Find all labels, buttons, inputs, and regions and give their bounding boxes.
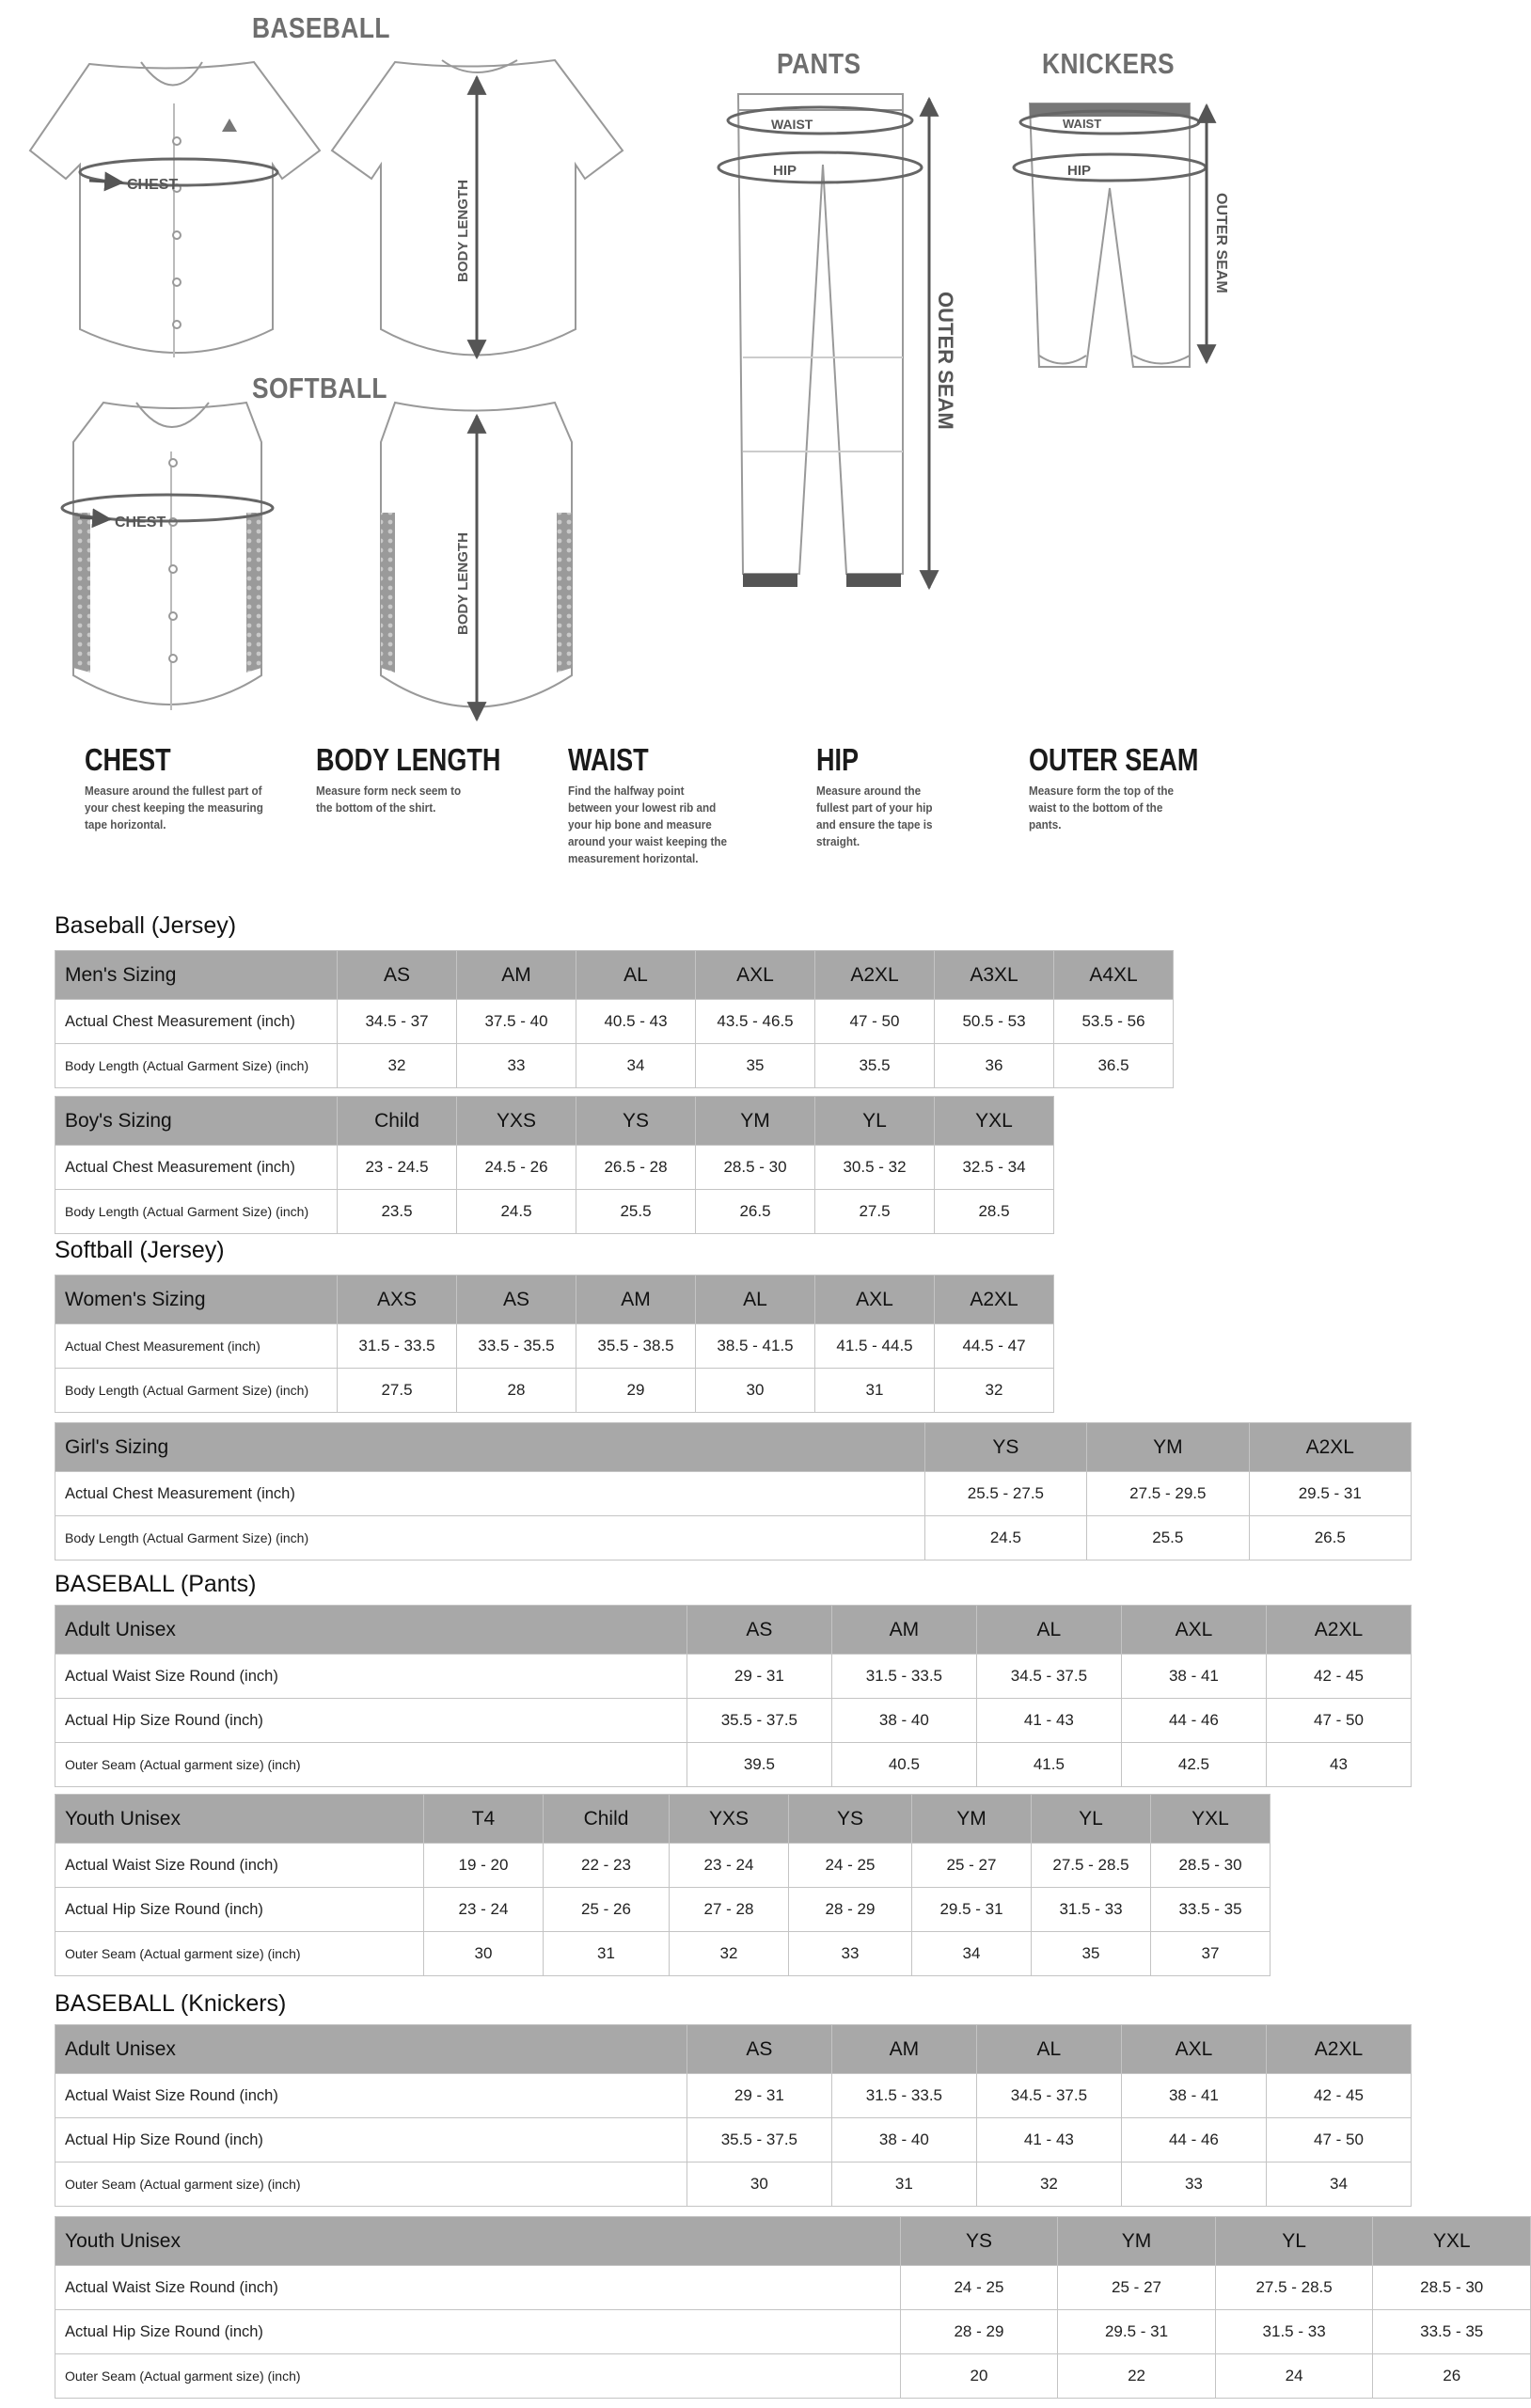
table-cell: 27.5 <box>338 1369 457 1413</box>
table-cell: 31.5 - 33 <box>1215 2310 1373 2354</box>
size-header: A2XL <box>935 1275 1054 1324</box>
table-cell: 29.5 - 31 <box>912 1888 1032 1932</box>
body-length-label-softball: BODY LENGTH <box>455 532 471 635</box>
girls-sizing-table <box>55 1422 1412 1560</box>
chest-label-softball: CHEST <box>115 515 166 531</box>
table-cell: 26 <box>1373 2354 1531 2399</box>
guide-title: OUTER SEAM <box>1029 742 1199 777</box>
size-header: YM <box>1087 1423 1249 1472</box>
size-header: YL <box>815 1097 935 1146</box>
size-header: YM <box>912 1795 1032 1844</box>
table-cell: 29 <box>576 1369 696 1413</box>
table-cell: 28.5 <box>935 1190 1054 1234</box>
table-cell: 38 - 40 <box>831 1699 976 1743</box>
table-cell: 31 <box>544 1932 670 1976</box>
table-cell: 41 - 43 <box>976 2118 1121 2162</box>
pants-youth-table <box>55 1794 1271 1976</box>
table-cell: 24 - 25 <box>789 1844 912 1888</box>
size-header: A4XL <box>1054 951 1174 1000</box>
table-cell: 35.5 - 37.5 <box>687 1699 831 1743</box>
table-cell: 31 <box>831 2162 976 2207</box>
table-cell: 25.5 <box>576 1190 696 1234</box>
section-title-baseball-pants: BASEBALL (Pants) <box>55 1571 257 1597</box>
table-cell: 38 - 41 <box>1121 1655 1266 1699</box>
table-cell: 26.5 - 28 <box>576 1146 696 1190</box>
table-cell: 22 <box>1058 2354 1216 2399</box>
table-cell: 33 <box>789 1932 912 1976</box>
table-header-label: Women's Sizing <box>55 1275 338 1324</box>
table-header-label: Adult Unisex <box>55 1606 687 1655</box>
table-row <box>55 2074 1412 2118</box>
size-header: AXL <box>696 951 815 1000</box>
size-header: AM <box>831 2025 976 2074</box>
womens-sizing-table <box>55 1275 1054 1413</box>
table-row <box>55 1000 1174 1044</box>
row-label: Outer Seam (Actual garment size) (inch) <box>55 1932 424 1976</box>
size-header: AS <box>338 951 457 1000</box>
row-label: Actual Hip Size Round (inch) <box>55 1699 687 1743</box>
row-label: Actual Waist Size Round (inch) <box>55 2266 901 2310</box>
table-cell: 31.5 - 33 <box>1032 1888 1151 1932</box>
table-row <box>55 1844 1271 1888</box>
table-cell: 25.5 <box>1087 1516 1249 1560</box>
size-header: YS <box>900 2217 1058 2266</box>
table-cell: 23 - 24 <box>424 1888 544 1932</box>
guide-text: Measure form neck seem to the bottom of the shirt. <box>316 784 462 815</box>
size-header: YM <box>696 1097 815 1146</box>
row-label: Actual Chest Measurement (inch) <box>55 1324 338 1369</box>
table-cell: 34 <box>1266 2162 1411 2207</box>
table-cell: 38 - 41 <box>1121 2074 1266 2118</box>
guide-text: Find the halfway point between your lowest rib and your hip bone and measure around your waist keeping the measurement horizontal. <box>568 784 728 865</box>
row-label: Body Length (Actual Garment Size) (inch) <box>55 1369 338 1413</box>
size-header: AM <box>576 1275 696 1324</box>
table-cell: 29 - 31 <box>687 2074 831 2118</box>
table-cell: 31 <box>815 1369 935 1413</box>
size-header: AXL <box>1121 2025 1266 2074</box>
outer-seam-label-knickers: OUTER SEAM <box>1213 193 1229 293</box>
table-cell: 37.5 - 40 <box>457 1000 576 1044</box>
size-header: AS <box>457 1275 576 1324</box>
table-cell: 27.5 - 28.5 <box>1215 2266 1373 2310</box>
table-cell: 22 - 23 <box>544 1844 670 1888</box>
table-row <box>55 2354 1531 2399</box>
row-label: Actual Chest Measurement (inch) <box>55 1000 338 1044</box>
table-cell: 42.5 <box>1121 1743 1266 1787</box>
outer-seam-label-pants: OUTER SEAM <box>934 292 957 430</box>
row-label: Actual Waist Size Round (inch) <box>55 1844 424 1888</box>
table-cell: 31.5 - 33.5 <box>338 1324 457 1369</box>
size-header: A2XL <box>1266 2025 1411 2074</box>
knickers-youth-table <box>55 2216 1531 2399</box>
table-header-label: Men's Sizing <box>55 951 338 1000</box>
table-cell: 31.5 - 33.5 <box>831 2074 976 2118</box>
table-cell: 47 - 50 <box>1266 2118 1411 2162</box>
section-title-softball-jersey: Softball (Jersey) <box>55 1237 225 1263</box>
table-cell: 27.5 - 29.5 <box>1087 1472 1249 1516</box>
table-cell: 31.5 - 33.5 <box>831 1655 976 1699</box>
size-header: AM <box>831 1606 976 1655</box>
size-header: AS <box>687 1606 831 1655</box>
table-cell: 36 <box>935 1044 1054 1088</box>
table-cell: 33 <box>457 1044 576 1088</box>
hip-label-pants: HIP <box>773 163 797 179</box>
table-cell: 42 - 45 <box>1266 2074 1411 2118</box>
table-cell: 29.5 - 31 <box>1249 1472 1411 1516</box>
table-cell: 38 - 40 <box>831 2118 976 2162</box>
table-cell: 47 - 50 <box>815 1000 935 1044</box>
table-row <box>55 1190 1054 1234</box>
baseball-title: BASEBALL <box>252 11 390 44</box>
guide-outer-seam <box>1029 743 1198 833</box>
size-header: AL <box>696 1275 815 1324</box>
table-cell: 28.5 - 30 <box>696 1146 815 1190</box>
table-cell: 38.5 - 41.5 <box>696 1324 815 1369</box>
table-cell: 35.5 <box>815 1044 935 1088</box>
row-label: Body Length (Actual Garment Size) (inch) <box>55 1044 338 1088</box>
size-header: YS <box>576 1097 696 1146</box>
table-cell: 50.5 - 53 <box>935 1000 1054 1044</box>
body-length-label-baseball: BODY LENGTH <box>455 180 471 282</box>
pants-title: PANTS <box>777 47 861 80</box>
table-cell: 26.5 <box>696 1190 815 1234</box>
table-cell: 30 <box>696 1369 815 1413</box>
guide-body-length <box>316 742 501 816</box>
size-header: YXL <box>1373 2217 1531 2266</box>
size-header: A2XL <box>1249 1423 1411 1472</box>
table-cell: 24.5 - 26 <box>457 1146 576 1190</box>
table-cell: 26.5 <box>1249 1516 1411 1560</box>
size-header: YXS <box>457 1097 576 1146</box>
table-cell: 35 <box>696 1044 815 1088</box>
size-header: YXL <box>935 1097 1054 1146</box>
table-cell: 43.5 - 46.5 <box>696 1000 815 1044</box>
table-cell: 28 - 29 <box>900 2310 1058 2354</box>
hip-label-knickers: HIP <box>1067 163 1092 179</box>
row-label: Outer Seam (Actual garment size) (inch) <box>55 2162 687 2207</box>
table-cell: 25.5 - 27.5 <box>924 1472 1086 1516</box>
table-cell: 27.5 - 28.5 <box>1032 1844 1151 1888</box>
guide-title: WAIST <box>568 742 649 777</box>
guide-title: HIP <box>816 742 860 777</box>
table-cell: 47 - 50 <box>1266 1699 1411 1743</box>
table-row <box>55 1324 1054 1369</box>
row-label: Actual Waist Size Round (inch) <box>55 2074 687 2118</box>
size-header: A2XL <box>1266 1606 1411 1655</box>
table-cell: 44 - 46 <box>1121 2118 1266 2162</box>
table-header-label: Boy's Sizing <box>55 1097 338 1146</box>
guide-text: Measure around the fullest part of your hip and ensure the tape is straight. <box>816 784 933 848</box>
table-cell: 20 <box>900 2354 1058 2399</box>
size-header: YL <box>1032 1795 1151 1844</box>
size-header: YS <box>924 1423 1086 1472</box>
table-cell: 32 <box>976 2162 1121 2207</box>
garment-illustrations <box>0 0 1306 903</box>
table-cell: 32 <box>670 1932 789 1976</box>
guide-title: BODY LENGTH <box>316 742 501 777</box>
table-cell: 35.5 - 38.5 <box>576 1324 696 1369</box>
table-cell: 23 - 24 <box>670 1844 789 1888</box>
table-cell: 30 <box>424 1932 544 1976</box>
table-cell: 41.5 - 44.5 <box>815 1324 935 1369</box>
table-cell: 41 - 43 <box>976 1699 1121 1743</box>
table-cell: 34.5 - 37 <box>338 1000 457 1044</box>
waist-label-knickers: WAIST <box>1063 117 1102 131</box>
table-cell: 25 - 27 <box>912 1844 1032 1888</box>
table-cell: 39.5 <box>687 1743 831 1787</box>
table-cell: 41.5 <box>976 1743 1121 1787</box>
row-label: Actual Chest Measurement (inch) <box>55 1472 925 1516</box>
table-cell: 33.5 - 35 <box>1373 2310 1531 2354</box>
table-row <box>55 1655 1412 1699</box>
table-row <box>55 1932 1271 1976</box>
table-cell: 44 - 46 <box>1121 1699 1266 1743</box>
size-header: A2XL <box>815 951 935 1000</box>
size-header: YM <box>1058 2217 1216 2266</box>
table-row <box>55 2118 1412 2162</box>
row-label: Actual Waist Size Round (inch) <box>55 1655 687 1699</box>
table-row <box>55 1044 1174 1088</box>
table-row <box>55 1146 1054 1190</box>
softball-jersey-front <box>73 403 261 710</box>
table-cell: 36.5 <box>1054 1044 1174 1088</box>
table-cell: 30.5 - 32 <box>815 1146 935 1190</box>
table-cell: 34 <box>912 1932 1032 1976</box>
row-label: Actual Hip Size Round (inch) <box>55 2118 687 2162</box>
table-cell: 24.5 <box>457 1190 576 1234</box>
size-header: AXS <box>338 1275 457 1324</box>
guide-text: Measure form the top of the waist to the bottom of the pants. <box>1029 784 1175 832</box>
knickers-drawing <box>1030 103 1190 367</box>
size-header: AXL <box>1121 1606 1266 1655</box>
table-cell: 33.5 - 35.5 <box>457 1324 576 1369</box>
knickers-title: KNICKERS <box>1042 47 1176 80</box>
table-row <box>55 1516 1412 1560</box>
table-cell: 28.5 - 30 <box>1151 1844 1271 1888</box>
table-row <box>55 1472 1412 1516</box>
table-cell: 24 - 25 <box>900 2266 1058 2310</box>
table-cell: 19 - 20 <box>424 1844 544 1888</box>
baseball-jersey-front <box>30 62 320 357</box>
size-header: YXL <box>1151 1795 1271 1844</box>
row-label: Actual Hip Size Round (inch) <box>55 1888 424 1932</box>
mens-sizing-table <box>55 950 1174 1088</box>
guide-waist <box>568 743 747 867</box>
table-cell: 43 <box>1266 1743 1411 1787</box>
table-cell: 44.5 - 47 <box>935 1324 1054 1369</box>
size-header: AS <box>687 2025 831 2074</box>
table-cell: 33.5 - 35 <box>1151 1888 1271 1932</box>
size-header: YS <box>789 1795 912 1844</box>
size-header: AL <box>976 2025 1121 2074</box>
table-cell: 34.5 - 37.5 <box>976 2074 1121 2118</box>
section-title-baseball-jersey: Baseball (Jersey) <box>55 912 237 939</box>
table-cell: 28 <box>457 1369 576 1413</box>
row-label: Body Length (Actual Garment Size) (inch) <box>55 1190 338 1234</box>
table-header-label: Youth Unisex <box>55 2217 901 2266</box>
size-header: YL <box>1215 2217 1373 2266</box>
row-label: Actual Chest Measurement (inch) <box>55 1146 338 1190</box>
table-cell: 23.5 <box>338 1190 457 1234</box>
table-cell: 34 <box>576 1044 696 1088</box>
table-cell: 23 - 24.5 <box>338 1146 457 1190</box>
table-header-label: Girl's Sizing <box>55 1423 925 1472</box>
table-cell: 27 - 28 <box>670 1888 789 1932</box>
pants-drawing <box>738 94 903 587</box>
table-cell: 40.5 <box>831 1743 976 1787</box>
table-header-label: Adult Unisex <box>55 2025 687 2074</box>
table-cell: 25 - 27 <box>1058 2266 1216 2310</box>
guide-hip <box>816 743 967 850</box>
table-cell: 40.5 - 43 <box>576 1000 696 1044</box>
table-cell: 34.5 - 37.5 <box>976 1655 1121 1699</box>
table-row <box>55 1888 1271 1932</box>
table-cell: 24.5 <box>924 1516 1086 1560</box>
table-row <box>55 1369 1054 1413</box>
table-cell: 29.5 - 31 <box>1058 2310 1216 2354</box>
row-label: Body Length (Actual Garment Size) (inch) <box>55 1516 925 1560</box>
size-header: Child <box>544 1795 670 1844</box>
table-cell: 32 <box>338 1044 457 1088</box>
table-cell: 29 - 31 <box>687 1655 831 1699</box>
size-header: A3XL <box>935 951 1054 1000</box>
size-header: AXL <box>815 1275 935 1324</box>
chest-label-baseball: CHEST <box>127 177 179 193</box>
table-row <box>55 1699 1412 1743</box>
table-cell: 35.5 - 37.5 <box>687 2118 831 2162</box>
table-cell: 35 <box>1032 1932 1151 1976</box>
table-cell: 37 <box>1151 1932 1271 1976</box>
guide-text: Measure around the fullest part of your chest keeping the measuring tape horizontal. <box>85 784 263 832</box>
row-label: Actual Hip Size Round (inch) <box>55 2310 901 2354</box>
size-header: YXS <box>670 1795 789 1844</box>
softball-title: SOFTBALL <box>252 372 387 404</box>
knickers-adult-table <box>55 2024 1412 2207</box>
table-cell: 30 <box>687 2162 831 2207</box>
size-header: AL <box>576 951 696 1000</box>
size-header: T4 <box>424 1795 544 1844</box>
boys-sizing-table <box>55 1096 1054 1234</box>
size-header: AM <box>457 951 576 1000</box>
pants-adult-table <box>55 1605 1412 1787</box>
guide-title: CHEST <box>85 742 171 777</box>
table-cell: 32.5 - 34 <box>935 1146 1054 1190</box>
table-header-label: Youth Unisex <box>55 1795 424 1844</box>
table-row <box>55 2310 1531 2354</box>
table-cell: 24 <box>1215 2354 1373 2399</box>
guide-chest <box>85 743 301 833</box>
table-row <box>55 1743 1412 1787</box>
table-cell: 42 - 45 <box>1266 1655 1411 1699</box>
row-label: Outer Seam (Actual garment size) (inch) <box>55 1743 687 1787</box>
table-cell: 33 <box>1121 2162 1266 2207</box>
table-cell: 25 - 26 <box>544 1888 670 1932</box>
table-cell: 32 <box>935 1369 1054 1413</box>
table-cell: 28.5 - 30 <box>1373 2266 1531 2310</box>
table-cell: 28 - 29 <box>789 1888 912 1932</box>
section-title-baseball-knickers: BASEBALL (Knickers) <box>55 1990 287 2017</box>
size-header: AL <box>976 1606 1121 1655</box>
size-header: Child <box>338 1097 457 1146</box>
table-cell: 53.5 - 56 <box>1054 1000 1174 1044</box>
table-row <box>55 2266 1531 2310</box>
row-label: Outer Seam (Actual garment size) (inch) <box>55 2354 901 2399</box>
table-cell: 27.5 <box>815 1190 935 1234</box>
waist-label-pants: WAIST <box>771 117 813 132</box>
table-row <box>55 2162 1412 2207</box>
